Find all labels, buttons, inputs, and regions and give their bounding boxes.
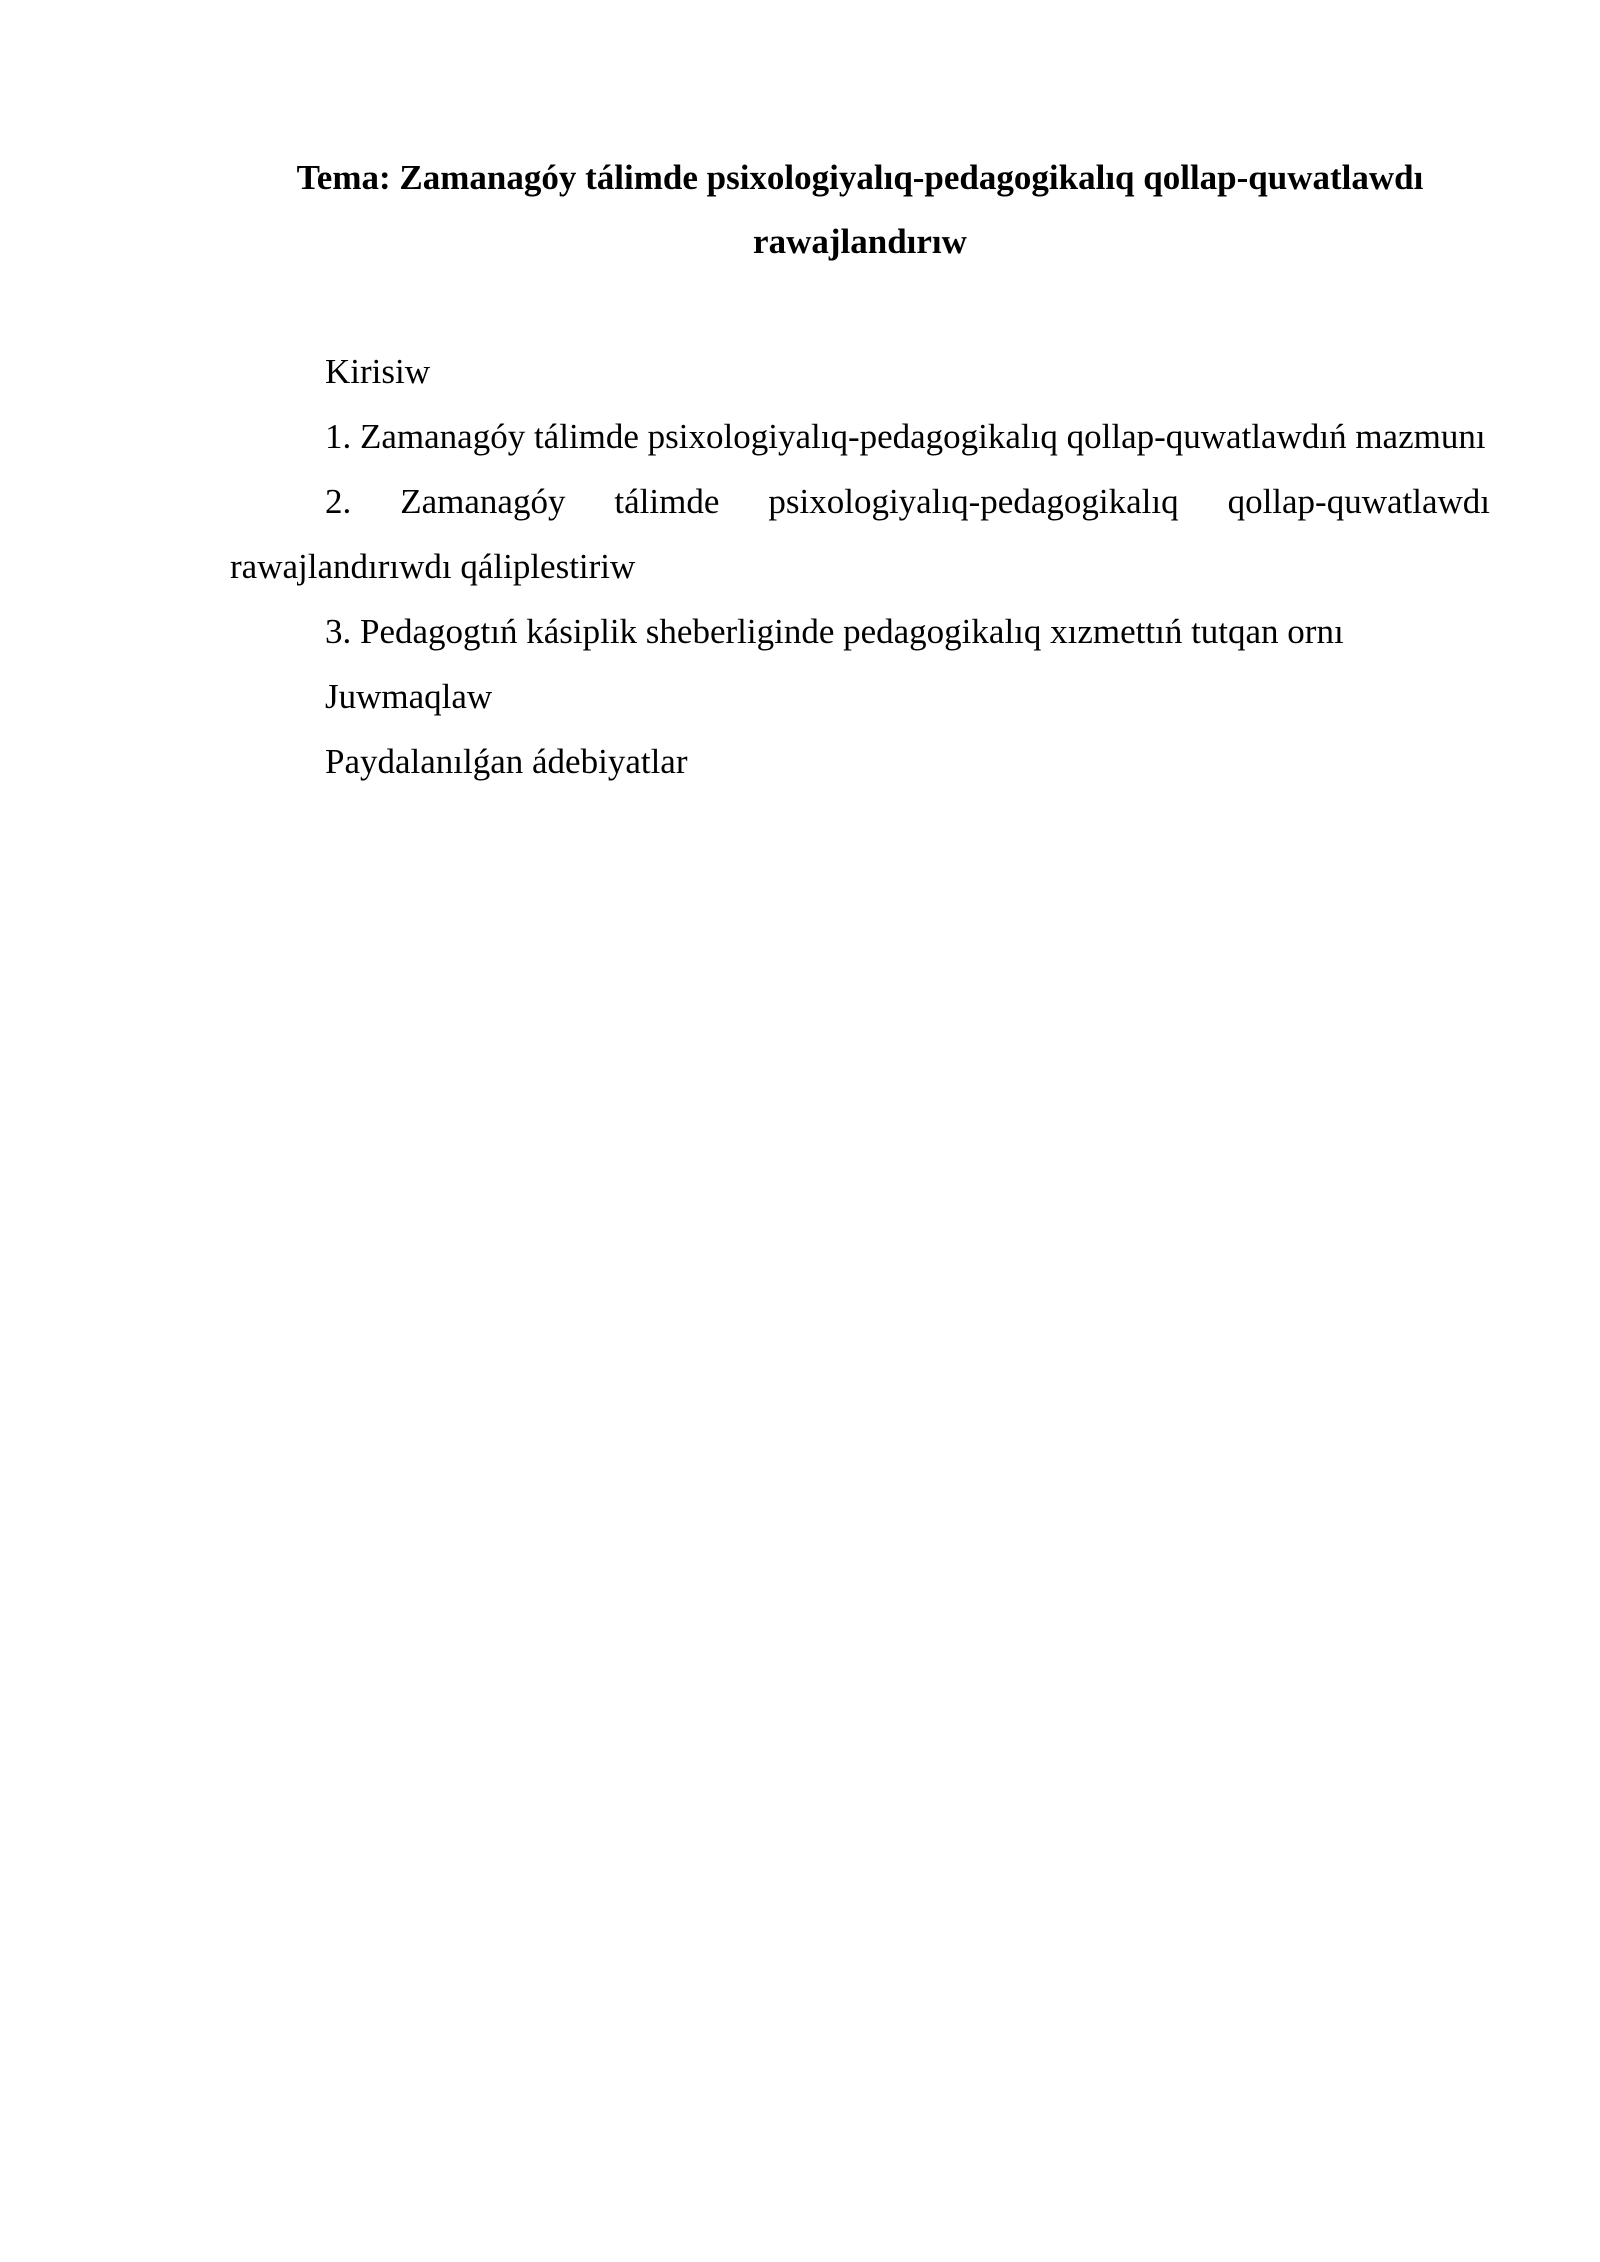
toc-item-references: Paydalanılǵan ádebiyatlar	[325, 742, 688, 781]
toc-item-section-1: 1. Zamanagóy tálimde psixologiyalıq-pedagogikalıq qollap-quwatlawdıń mazmunı	[325, 417, 1486, 456]
toc-item-section-3: 3. Pedagogtıń kásiplik sheberliginde pedagogikalıq xızmettıń tutqan ornı	[325, 612, 1344, 651]
document-title: Tema: Zamanagóy tálimde psixologiyalıq-pedagogikalıq qollap-quwatlawdı rawajlandırıw	[296, 158, 1424, 261]
toc-item-introduction: Kirisiw	[325, 352, 430, 391]
table-of-contents	[230, 339, 1490, 794]
toc-item-conclusion: Juwmaqlaw	[325, 677, 493, 716]
toc-item-section-2: 2. Zamanagóy tálimde psixologiyalıq-pedagogikalıq qollap-quwatlawdı rawajlandırıwdı qáliplestiriw	[230, 482, 1490, 586]
